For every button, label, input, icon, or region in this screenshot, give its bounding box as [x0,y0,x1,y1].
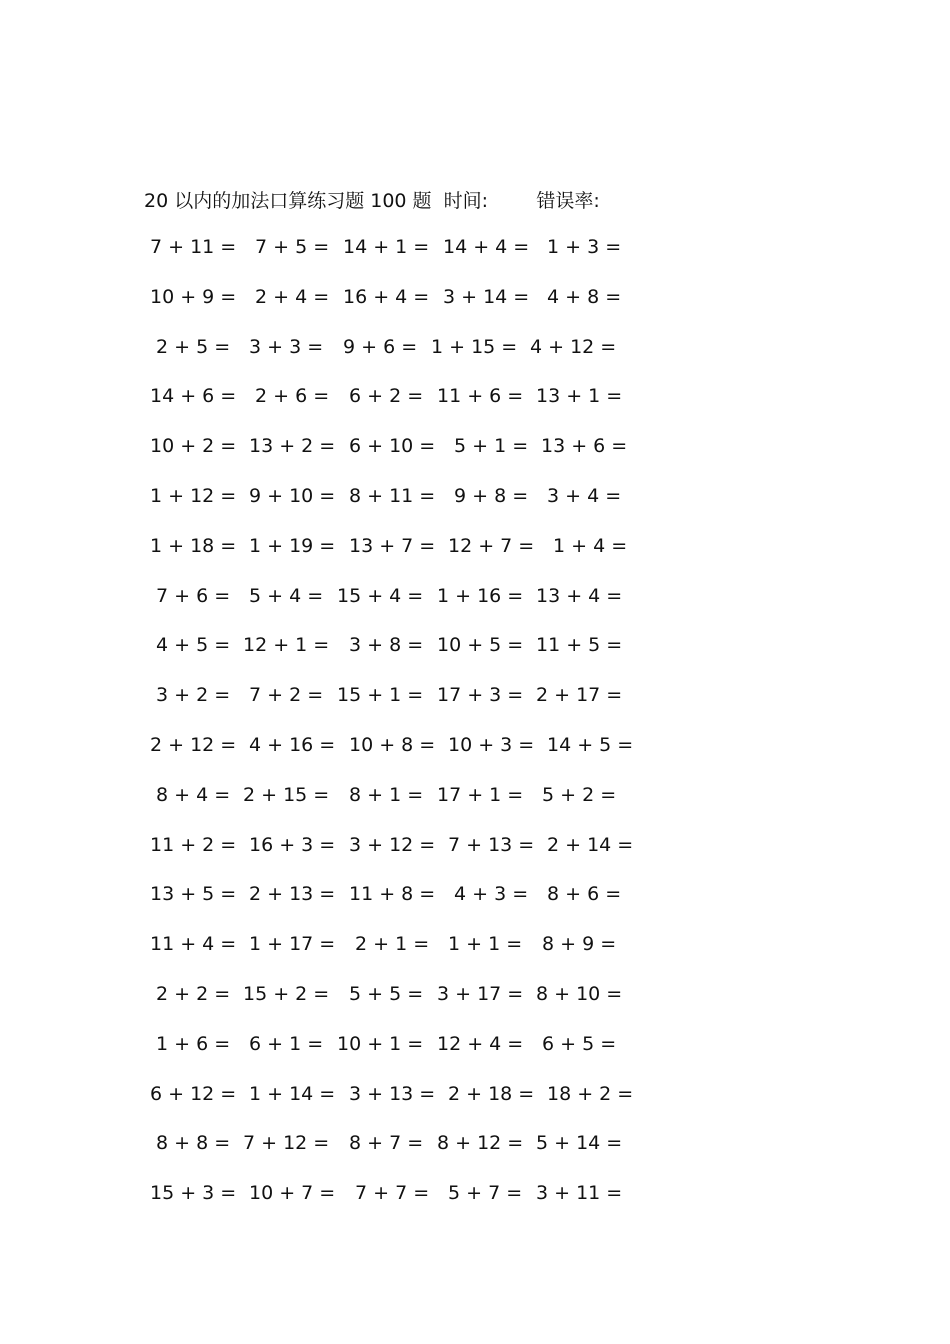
problem-cell: 1 + 14 = [249,1082,336,1105]
problem-cell: 8 + 4 = [156,783,231,806]
problem-cell: 2 + 12 = [150,734,237,756]
problem-row [0,286,950,316]
problem-cell: 17 + 1 = [437,783,524,806]
problem-cell: 4 + 3 = [454,883,529,906]
problem-cell: 8 + 9 = [542,933,617,956]
problem-cell: 2 + 6 = [255,385,330,408]
problem-cell: 6 + 1 = [249,1032,324,1055]
problem-cell: 1 + 17 = [249,933,336,956]
problem-cell: 2 + 5 = [156,335,231,358]
problem-cell: 11 + 5 = [536,634,623,657]
problem-cell: 12 + 7 = [448,534,535,557]
problem-cell: 17 + 3 = [437,684,524,707]
problem-cell: 13 + 4 = [536,584,623,607]
problem-cell: 1 + 18 = [150,534,237,557]
problem-cell: 8 + 6 = [547,883,622,906]
problem-cell: 7 + 7 = [355,1182,430,1205]
problem-cell: 3 + 17 = [437,983,524,1005]
problem-row [0,435,950,465]
problem-cell: 9 + 10 = [249,485,336,507]
problem-cell: 1 + 16 = [437,584,524,607]
problem-row [0,336,950,366]
problem-cell: 11 + 6 = [437,385,524,408]
problem-cell: 2 + 1 = [355,933,430,956]
problem-cell: 15 + 3 = [150,1182,237,1205]
problem-row [0,385,950,415]
problem-cell: 10 + 2 = [150,435,237,458]
problem-cell: 5 + 1 = [454,435,529,458]
problem-cell: 10 + 5 = [437,634,524,657]
problem-cell: 6 + 2 = [349,385,424,408]
problem-row [0,983,950,1013]
problem-cell: 8 + 8 = [156,1132,231,1155]
problem-cell: 1 + 6 = [156,1032,231,1055]
problem-row [0,933,950,963]
problem-row [0,834,950,864]
problem-cell: 18 + 2 = [547,1082,634,1105]
problem-cell: 15 + 1 = [337,684,424,707]
problem-cell: 5 + 14 = [536,1132,623,1155]
problem-cell: 3 + 14 = [443,285,530,308]
problem-cell: 5 + 2 = [542,783,617,806]
problem-cell: 8 + 7 = [349,1132,424,1155]
problem-cell: 11 + 8 = [349,883,436,906]
problem-cell: 7 + 13 = [448,833,535,856]
problem-cell: 1 + 15 = [431,335,518,358]
problem-row [0,1083,950,1113]
problem-cell: 12 + 4 = [437,1032,524,1055]
problem-cell: 14 + 1 = [343,236,430,258]
problem-cell: 7 + 12 = [243,1132,330,1155]
problem-cell: 13 + 7 = [349,534,436,557]
problem-cell: 4 + 12 = [530,335,617,358]
problem-cell: 10 + 1 = [337,1032,424,1055]
problem-cell: 3 + 2 = [156,684,231,707]
problem-cell: 7 + 5 = [255,236,330,258]
problem-row [0,535,950,565]
problem-cell: 13 + 1 = [536,385,623,408]
problem-cell: 3 + 4 = [547,485,622,507]
problem-cell: 14 + 4 = [443,236,530,258]
problem-cell: 10 + 9 = [150,285,237,308]
problem-cell: 13 + 6 = [541,435,628,458]
problem-cell: 5 + 7 = [448,1182,523,1205]
problem-row [0,585,950,615]
problem-cell: 13 + 2 = [249,435,336,458]
problem-cell: 8 + 10 = [536,983,623,1005]
problem-cell: 9 + 6 = [343,335,418,358]
problem-cell: 14 + 5 = [547,734,634,756]
problem-cell: 1 + 12 = [150,485,237,507]
problem-cell: 1 + 1 = [448,933,523,956]
problem-cell: 6 + 10 = [349,435,436,458]
problem-cell: 1 + 4 = [553,534,628,557]
problem-cell: 9 + 8 = [454,485,529,507]
problem-cell: 10 + 8 = [349,734,436,756]
problem-row [0,883,950,913]
problem-row [0,684,950,714]
problem-row [0,1182,950,1212]
problem-cell: 3 + 13 = [349,1082,436,1105]
problem-cell: 1 + 3 = [547,236,622,258]
problem-cell: 2 + 14 = [547,833,634,856]
worksheet-title: 20 以内的加法口算练习题 100 题 时间: 错误率: [144,190,600,212]
problem-cell: 2 + 4 = [255,285,330,308]
problem-cell: 13 + 5 = [150,883,237,906]
problem-cell: 15 + 4 = [337,584,424,607]
problem-row [0,485,950,515]
problem-cell: 2 + 13 = [249,883,336,906]
problem-cell: 2 + 17 = [536,684,623,707]
problem-cell: 3 + 12 = [349,833,436,856]
problem-cell: 5 + 5 = [349,983,424,1005]
problem-cell: 14 + 6 = [150,385,237,408]
problem-row [0,1033,950,1063]
problem-cell: 4 + 16 = [249,734,336,756]
problem-cell: 8 + 12 = [437,1132,524,1155]
problem-cell: 2 + 18 = [448,1082,535,1105]
problem-cell: 2 + 2 = [156,983,231,1005]
problem-cell: 3 + 11 = [536,1182,623,1205]
problem-cell: 10 + 7 = [249,1182,336,1205]
problem-cell: 7 + 6 = [156,584,231,607]
problem-cell: 7 + 2 = [249,684,324,707]
problem-cell: 5 + 4 = [249,584,324,607]
problem-row [0,634,950,664]
problem-row [0,1132,950,1162]
problem-cell: 11 + 2 = [150,833,237,856]
problem-cell: 10 + 3 = [448,734,535,756]
problem-cell: 7 + 11 = [150,236,237,258]
problem-cell: 3 + 3 = [249,335,324,358]
problem-cell: 11 + 4 = [150,933,237,956]
problem-cell: 1 + 19 = [249,534,336,557]
problem-cell: 8 + 1 = [349,783,424,806]
problem-row [0,236,950,266]
problem-cell: 3 + 8 = [349,634,424,657]
problem-cell: 15 + 2 = [243,983,330,1005]
problem-cell: 4 + 8 = [547,285,622,308]
problem-cell: 12 + 1 = [243,634,330,657]
problem-cell: 16 + 4 = [343,285,430,308]
problem-cell: 2 + 15 = [243,783,330,806]
problem-row [0,784,950,814]
problem-cell: 6 + 5 = [542,1032,617,1055]
problem-cell: 8 + 11 = [349,485,436,507]
problem-row [0,734,950,764]
problem-cell: 16 + 3 = [249,833,336,856]
problem-cell: 4 + 5 = [156,634,231,657]
problem-cell: 6 + 12 = [150,1082,237,1105]
